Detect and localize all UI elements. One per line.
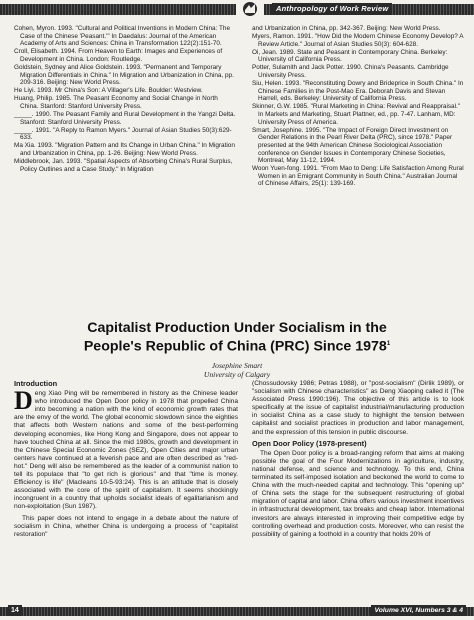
reference-item: Skinner, G.W. 1985. "Rural Marketing in China: Revival and Reappraisal." In Markets and Marketing, Stuart Plattner, ed., pp. 7-47. Lanham, MD: University Press of America. [252,103,461,126]
body-left-column [14,380,238,542]
reference-item: Huang, Philip. 1985. The Peasant Economy and Social Change in North China. Stanford: Stanford University Press. [14,95,218,110]
reference-item: Siu, Helen. 1993. "Reconstituting Dowry and Brideprice in South China." In Chinese Families in the Post-Mao Era. Deborah Davis and Stevan Harrell, eds. Berkeley: University of California Press. [252,80,464,103]
references-left-column [14,25,238,174]
body-paragraph: (Chossudovsky 1986; Petras 1988), or "post-socialism" (Dirlik 1989), or "socialism with Chinese characteristics" as Deng Xiaoping called it (The Associated Press 1990:196). The objective of this article is to look specifically at the issue of capitalist industrial/manufacturing production in socialist China as a case study to highlight the tension between capitalist and socialist practices in production and labor management, and the expression of this tension in public discourse. [252,380,464,436]
body-paragraph: The Open Door policy is a broad-ranging reform that aims at making possible the goal of the Four Modernizations in agriculture, industry, national defense, and science and technology. To this end, China terminated its self-imposed isolation and beckoned the world to come to China with the much-needed capital and technology. This "opening up" of China sets the stage for the subsequent restructuring of global migration of capital and labor. China offers various investment incentives in infrastructural development, tax breaks and cheap labor. International investors are always interested in improving their competitive edge by controlling overhead and production costs. Moreover, who can resist the possibility of gaining a foothold in a country that holds 20% of [252,449,464,538]
author-name: Josephine Smart [211,360,263,370]
reference-item: Potter, Sulamith and Jack Potter. 1990. China's Peasants. Cambridge University Press. [252,64,449,80]
page-header [0,0,474,22]
article-title [0,320,474,355]
reference-item: Cohen, Myron. 1993. "Cultural and Political Inventions in Modern China: The Case of the Chinese 'Peasant.'" In Daedalus: Journal of the American Academy of Arts and Sciences: China in Transformation 122(2):151-70. [14,25,231,48]
article-title-block [0,320,474,379]
reference-item: Myers, Ramon. 1991. "How Did the Modern Chinese Economy Develop? A Review Article." Journal of Asian Studies 50(3): 604-628. [252,33,464,48]
article-title-line-1: Capitalist Production Under Socialism in the [87,320,387,336]
reference-item: Oi, Jean. 1989. State and Peasant in Contemporary China. Berkeley: University of California Press. [252,48,448,64]
reference-item: He Liyi. 1993. Mr China's Son: A Villager's Life. Boulder: Westview. [14,87,203,95]
body-right-column [252,380,464,542]
volume-label: Volume XVI, Numbers 3 & 4 [371,605,466,616]
journal-title: Anthropology of Work Review [272,3,392,15]
reference-item: Smart, Josephine. 1995. "The Impact of Foreign Direct Investment on Gender Relations in the Pearl River Delta (PRC), since 1978." Paper presented at the 94th American Chinese Sociological Association conference on Gender Issues in Contemporary Chinese Societies, Montreal, May 11-12, 1994. [252,126,453,165]
section-heading-introduction: Introduction [14,379,58,388]
reference-item: and Urbanization in China, pp. 342-367. Beijing: New World Press. [252,25,441,32]
page-footer [0,603,474,620]
article-title-line-2: People's Republic of China (PRC) Since 1978 [83,338,387,355]
section-heading-open-door: Open Door Policy (1978-present) [252,438,367,448]
reference-item: _____. 1991. "A Reply to Ramon Myers." Journal of Asian Studies 50(3):629-633. [14,126,232,142]
intro-paragraph-2: This paper does not intend to engage in a debate about the nature of socialism in China, whether China is undergoing a process of "capitalist restoration" [14,514,238,538]
reference-item: Woon Yuen-fong. 1991. "From Mao to Deng: Life Satisfaction Among Rural Women in an Emigrant Community in South China." Australian Journal of Chinese Affairs, 25(1): 139-169. [252,165,464,188]
intro-paragraph-1 [14,386,238,511]
drop-cap: D [14,386,33,416]
intro-paragraph-1-text: eng Xiao Ping will be remembered in history as the Chinese leader who introduced the Open Door policy in 1978 that propelled China into becoming a nation with the kind of economic growth rates that are the envy of the world. The global economic slowdown since the eighties that affects both Western nations and some of the best-performing developing economies, like Hong Kong and Singapore, does not appear to have touched China at all. Since the mid 1980s, growth and development in the Chinese Special Economic Zones (SEZ), Open Cities and major urban centers have continued at a feverish pace and are often described as "red-hot." Deng will also be remembered as the leader of a communist nation to tell its populace that "to get rich is glorious" and that "time is money. Efficiency is life" (Macleans 10-5-93:24). This is an attitude that is closely associated with the core of the spirit of capitalism. It seems shockingly incongruent in a country that upholds socialist ideals of egalitarianism and non-exploitation (Sun 1987). [14,390,238,511]
reference-item: Goldstein, Sydney and Alice Goldstein. 1993. "Permanent and Temporary Migration Differentials in China." In Migration and Urbanization in China, pp. 209-316. Beijing: New World Press. [14,63,234,87]
title-footnote-marker: 1 [386,341,391,347]
reference-item: Croll, Elisabeth. 1994. From Heaven to Earth: Images and Experiences of Development in China. London: Routledge. [14,48,223,63]
journal-logo-icon [236,0,264,18]
reference-item: Middlebrook, Jan. 1993. "Spatial Aspects of Absorbing China's Rural Surplus, Policy Outlines and a Case Study." In Migration [14,158,233,173]
reference-item: Ma Xia. 1993. "Migration Pattern and Its Change in Urban China." In Migration and Urbanization in China, pp. 1-26. Beijing: New World Press. [14,142,235,157]
reference-item: _____. 1990. The Peasant Family and Rural Development in the Yangzi Delta. Stanford: Stanford University Press. [14,111,236,126]
author-affiliation: University of Calgary [203,369,271,379]
page-number: 14 [8,605,22,616]
references-right-column [252,25,464,188]
